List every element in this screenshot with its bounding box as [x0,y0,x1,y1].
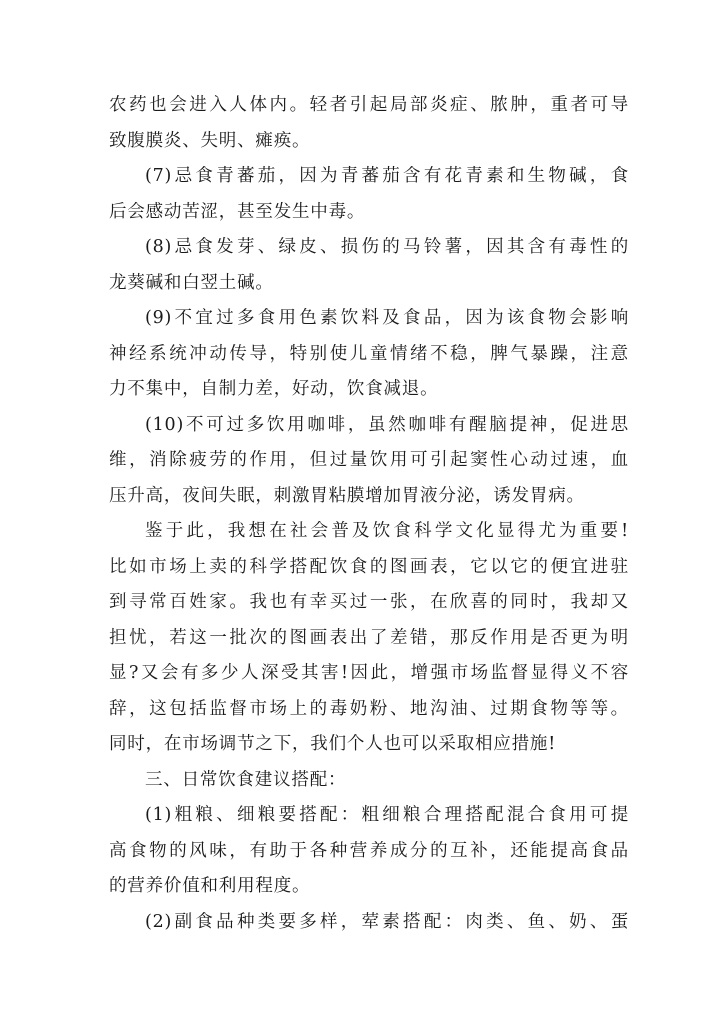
text-line: 同时，在市场调节之下，我们个人也可以采取相应措施! [109,734,557,754]
text-line: 高食物的风味，有助于各种营养成分的互补，还能提高食品 [109,840,629,861]
text-line: 辞，这包括监督市场上的毒奶粉、地沟油、过期食物等等。 [109,698,629,719]
document-body [109,88,629,940]
text-line: 神经系统冲动传导，特别使儿童情绪不稳，脾气暴躁，注意 [109,343,629,364]
text-line: 鉴于此，我想在社会普及饮食科学文化显得尤为重要! [145,521,629,541]
text-line: 三、日常饮食建议搭配： [145,769,347,790]
text-line: (2)副食品种类要多样，荤素搭配：肉类、鱼、奶、蛋 [145,911,629,932]
text-line: (9)不宜过多食用色素饮料及食品，因为该食物会影响 [145,308,629,328]
text-line: (7)忌食青蕃茄，因为青蕃茄含有花青素和生物碱，食 [145,166,629,186]
text-line: 压升高，夜间失眠，刺激胃粘膜增加胃液分泌，诱发胃病。 [109,485,585,506]
text-line: 力不集中，自制力差，好动，饮食减退。 [109,379,439,399]
text-line: 显?又会有多少人深受其害!因此，增强市场监督显得义不容 [109,663,629,683]
text-line: 担忧，若这一批次的图画表出了差错，那反作用是否更为明 [109,627,629,648]
text-line: 到寻常百姓家。我也有幸买过一张，在欣喜的同时，我却又 [109,592,629,612]
text-line: (1)粗粮、细粮要搭配：粗细粮合理搭配混合食用可提 [145,805,629,825]
text-line: (10)不可过多饮用咖啡，虽然咖啡有醒脑提神，促进思 [145,414,629,435]
text-line: 后会感动苦涩，甚至发生中毒。 [109,201,366,222]
text-line: 农药也会进入人体内。轻者引起局部炎症、脓肿，重者可导 [109,95,629,115]
text-line: 龙葵碱和白翌土碱。 [109,272,274,293]
text-line: 比如市场上卖的科学搭配饮食的图画表，它以它的便宜进驻 [109,556,629,577]
text-line: (8)忌食发芽、绿皮、损伤的马铃薯，因其含有毒性的 [145,237,629,257]
text-line: 的营养价值和利用程度。 [109,876,311,896]
text-line: 维，消除疲劳的作用，但过量饮用可引起窦性心动过速，血 [109,450,629,470]
text-line: 致腹膜炎、失明、瘫痪。 [109,130,311,151]
